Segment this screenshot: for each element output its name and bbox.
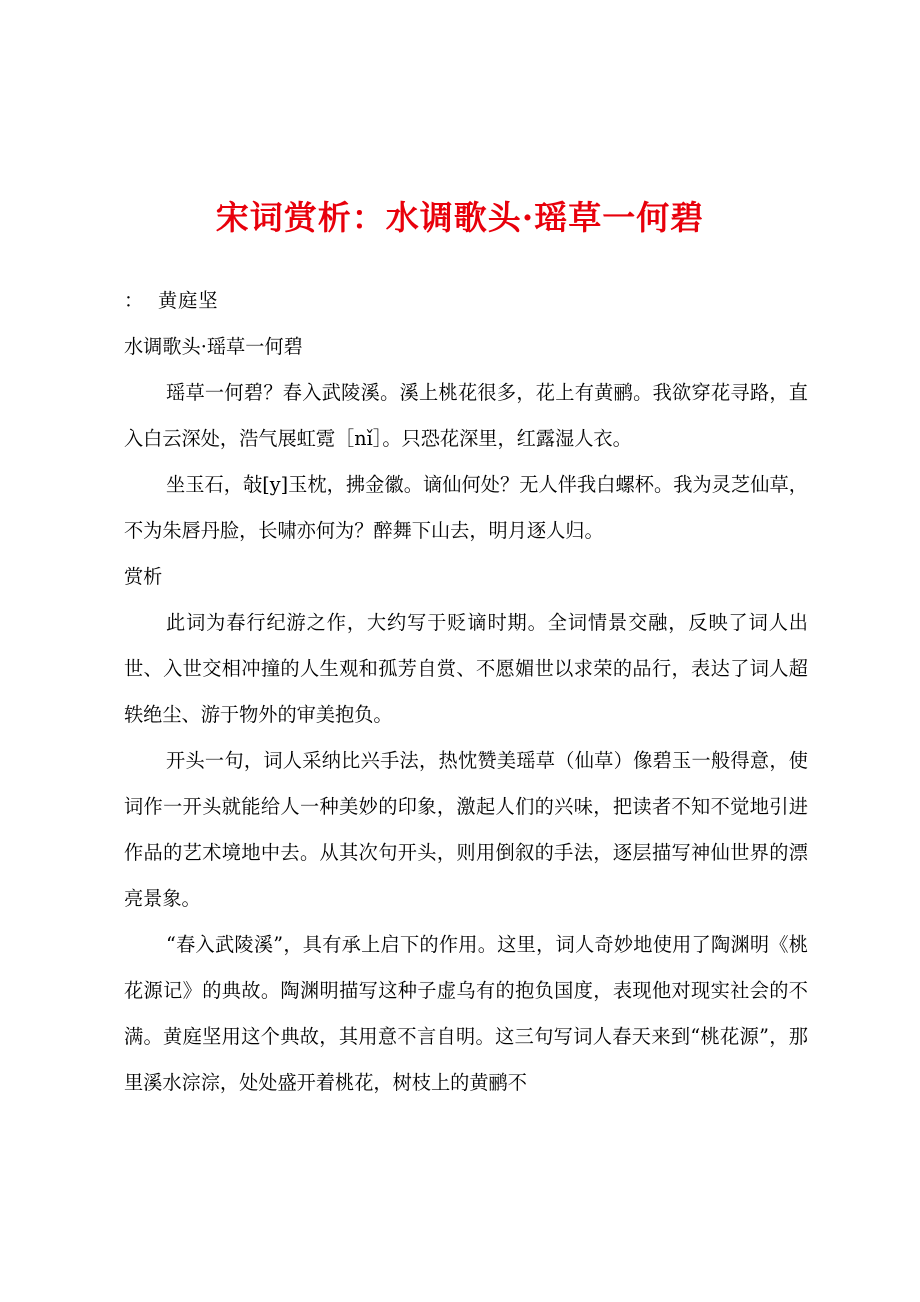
analysis-paragraph-3: “春入武陵溪”，具有承上启下的作用。这里，词人奇妙地使用了陶渊明《桃花源记》的典故。陶渊明描写这种子虚乌有的抱负国度，表现他对现实社会的不满。黄庭坚用这个典故，其用意不言自明。这三句写词人春天来到“桃花源”，那里溪水淙淙，处处盛开着桃花，树枝上的黄鹂不	[124, 933, 808, 1094]
poem-stanza-1: 瑶草一何碧？春入武陵溪。溪上桃花很多，花上有黄鹂。我欲穿花寻路，直入白云深处，浩气展虹霓［nǐ］。只恐花深里，红露湿人衣。	[124, 381, 808, 450]
poem-stanza-2: 坐玉石，敧[y]玉枕，拂金徽。谪仙何处？无人伴我白螺杯。我为灵芝仙草，不为朱唇丹脸，长啸亦何为？醉舞下山去，明月逐人归。	[124, 473, 808, 542]
author-name: 黄庭坚	[158, 289, 219, 312]
author-colon: ：	[124, 289, 145, 312]
analysis-paragraph-1: 此词为春行纪游之作，大约写于贬谪时期。全词情景交融，反映了词人出世、入世交相冲撞的人生观和孤芳自赏、不愿媚世以求荣的品行，表达了词人超轶绝尘、游于物外的审美抱负。	[124, 611, 808, 726]
document-title: 宋词赏析：水调歌头·瑶草一何碧	[215, 198, 705, 237]
analysis-paragraph-2: 开头一句，词人采纳比兴手法，热忱赞美瑶草（仙草）像碧玉一般得意，使词作一开头就能给人一种美妙的印象，激起人们的兴味，把读者不知不觉地引进作品的艺术境地中去。从其次句开头，则用倒叙的手法，逐层描写神仙世界的漂亮景象。	[124, 749, 808, 910]
section-heading: 赏析	[124, 565, 163, 588]
poem-title: 水调歌头·瑶草一何碧	[124, 335, 303, 358]
document-body	[124, 278, 808, 1106]
author-line	[124, 278, 808, 324]
